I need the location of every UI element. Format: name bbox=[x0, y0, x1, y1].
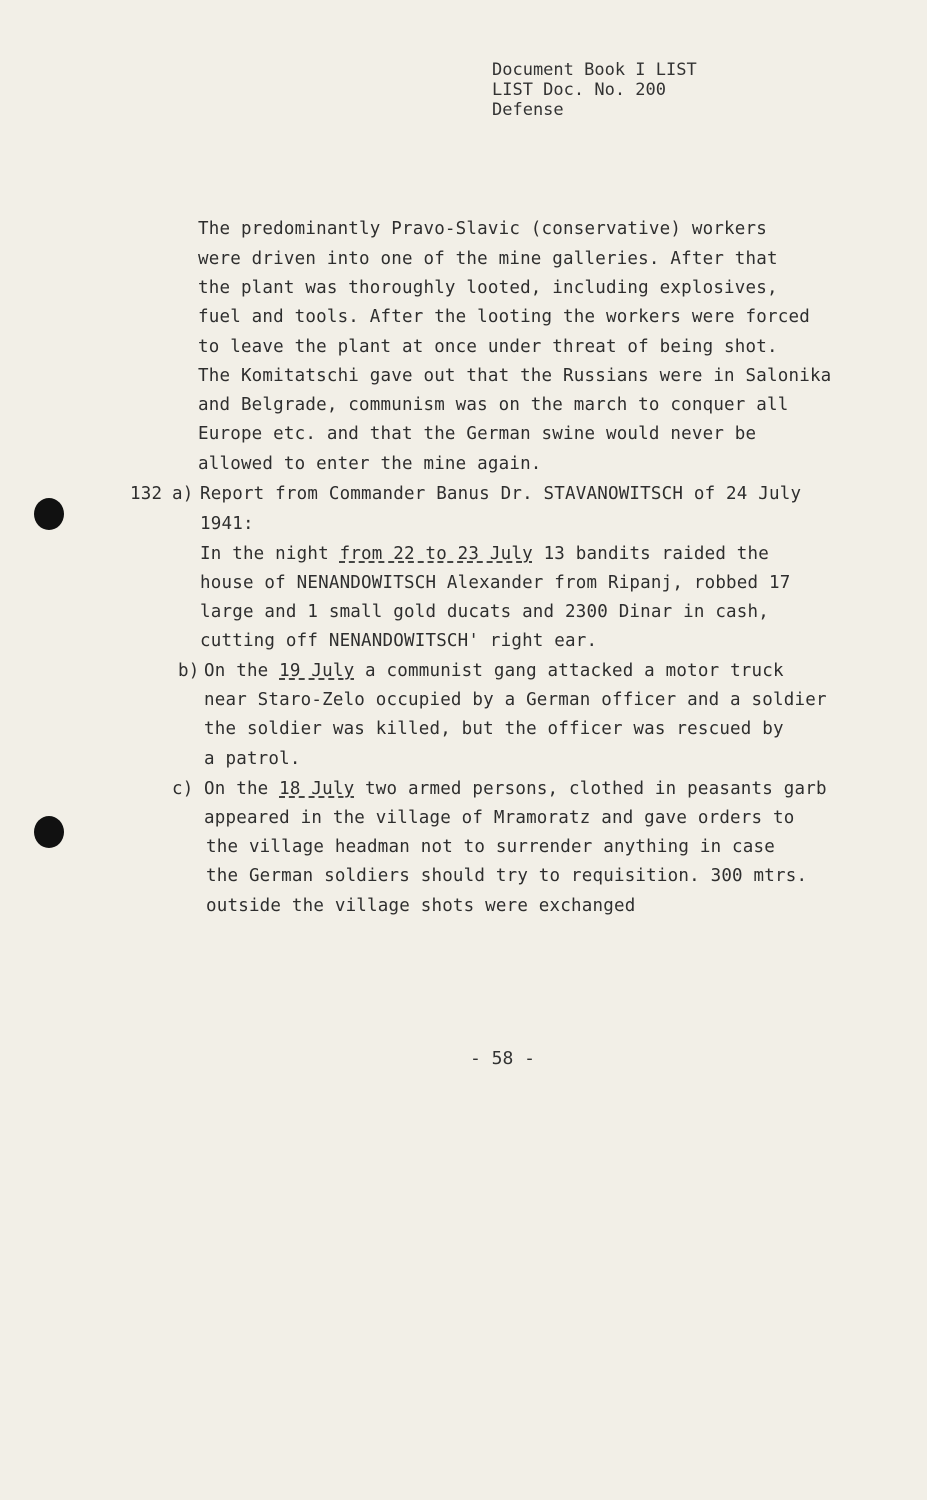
body-line bbox=[204, 660, 784, 682]
item-letter: b) bbox=[178, 661, 200, 681]
body-line: near Staro-Zelo occupied by a German officer and a soldier bbox=[204, 690, 827, 710]
body-line: were driven into one of the mine galleries. After that bbox=[198, 249, 778, 269]
text-span: On the bbox=[204, 661, 280, 681]
document-header bbox=[492, 60, 697, 120]
body-line: Report from Commander Banus Dr. STAVANOWITSCH of 24 July bbox=[200, 484, 802, 504]
header-line: LIST Doc. No. 200 bbox=[492, 80, 666, 100]
body-line: to leave the plant at once under threat of being shot. bbox=[198, 337, 778, 357]
punch-hole bbox=[34, 816, 64, 848]
body-line bbox=[204, 778, 827, 800]
body-line: allowed to enter the mine again. bbox=[198, 454, 542, 474]
punch-hole bbox=[34, 498, 64, 530]
text-span: a communist gang attacked a motor truck bbox=[354, 661, 784, 681]
text-span: In the night bbox=[200, 544, 340, 564]
text-span: On the bbox=[204, 779, 280, 799]
body-line: The Komitatschi gave out that the Russians were in Salonika bbox=[198, 366, 832, 386]
underlined-date: 18 July bbox=[279, 779, 355, 799]
text-span: 13 bandits raided the bbox=[532, 544, 770, 564]
text-span: two armed persons, clothed in peasants garb bbox=[354, 779, 827, 799]
body-line: the German soldiers should try to requisition. 300 mtrs. bbox=[206, 866, 808, 886]
body-line: 1941: bbox=[200, 514, 254, 534]
body-line: the village headman not to surrender anything in case bbox=[206, 837, 776, 857]
body-line: and Belgrade, communism was on the march to conquer all bbox=[198, 395, 789, 415]
body-line: the plant was thoroughly looted, including explosives, bbox=[198, 278, 778, 298]
body-line: Europe etc. and that the German swine would never be bbox=[198, 424, 757, 444]
body-line: large and 1 small gold ducats and 2300 Dinar in cash, bbox=[200, 602, 770, 622]
header-line: Document Book I LIST bbox=[492, 60, 697, 80]
body-line: appeared in the village of Mramoratz and gave orders to bbox=[204, 808, 795, 828]
body-line: a patrol. bbox=[204, 749, 301, 769]
body-line: fuel and tools. After the looting the workers were forced bbox=[198, 307, 810, 327]
body-line: outside the village shots were exchanged bbox=[206, 896, 636, 916]
item-letter: c) bbox=[172, 779, 194, 799]
item-letter: a) bbox=[172, 484, 194, 504]
body-line: The predominantly Pravo-Slavic (conservative) workers bbox=[198, 219, 768, 239]
item-number: 132 bbox=[130, 484, 163, 504]
header-line: Defense bbox=[492, 100, 564, 120]
body-line bbox=[200, 543, 769, 565]
body-line: the soldier was killed, but the officer was rescued by bbox=[204, 719, 784, 739]
body-line: cutting off NENANDOWITSCH' right ear. bbox=[200, 631, 598, 651]
body-line: house of NENANDOWITSCH Alexander from Ripanj, robbed 17 bbox=[200, 573, 791, 593]
page-number: - 58 - bbox=[470, 1048, 536, 1069]
underlined-date: 19 July bbox=[279, 661, 355, 681]
underlined-date: from 22 to 23 July bbox=[339, 544, 533, 564]
